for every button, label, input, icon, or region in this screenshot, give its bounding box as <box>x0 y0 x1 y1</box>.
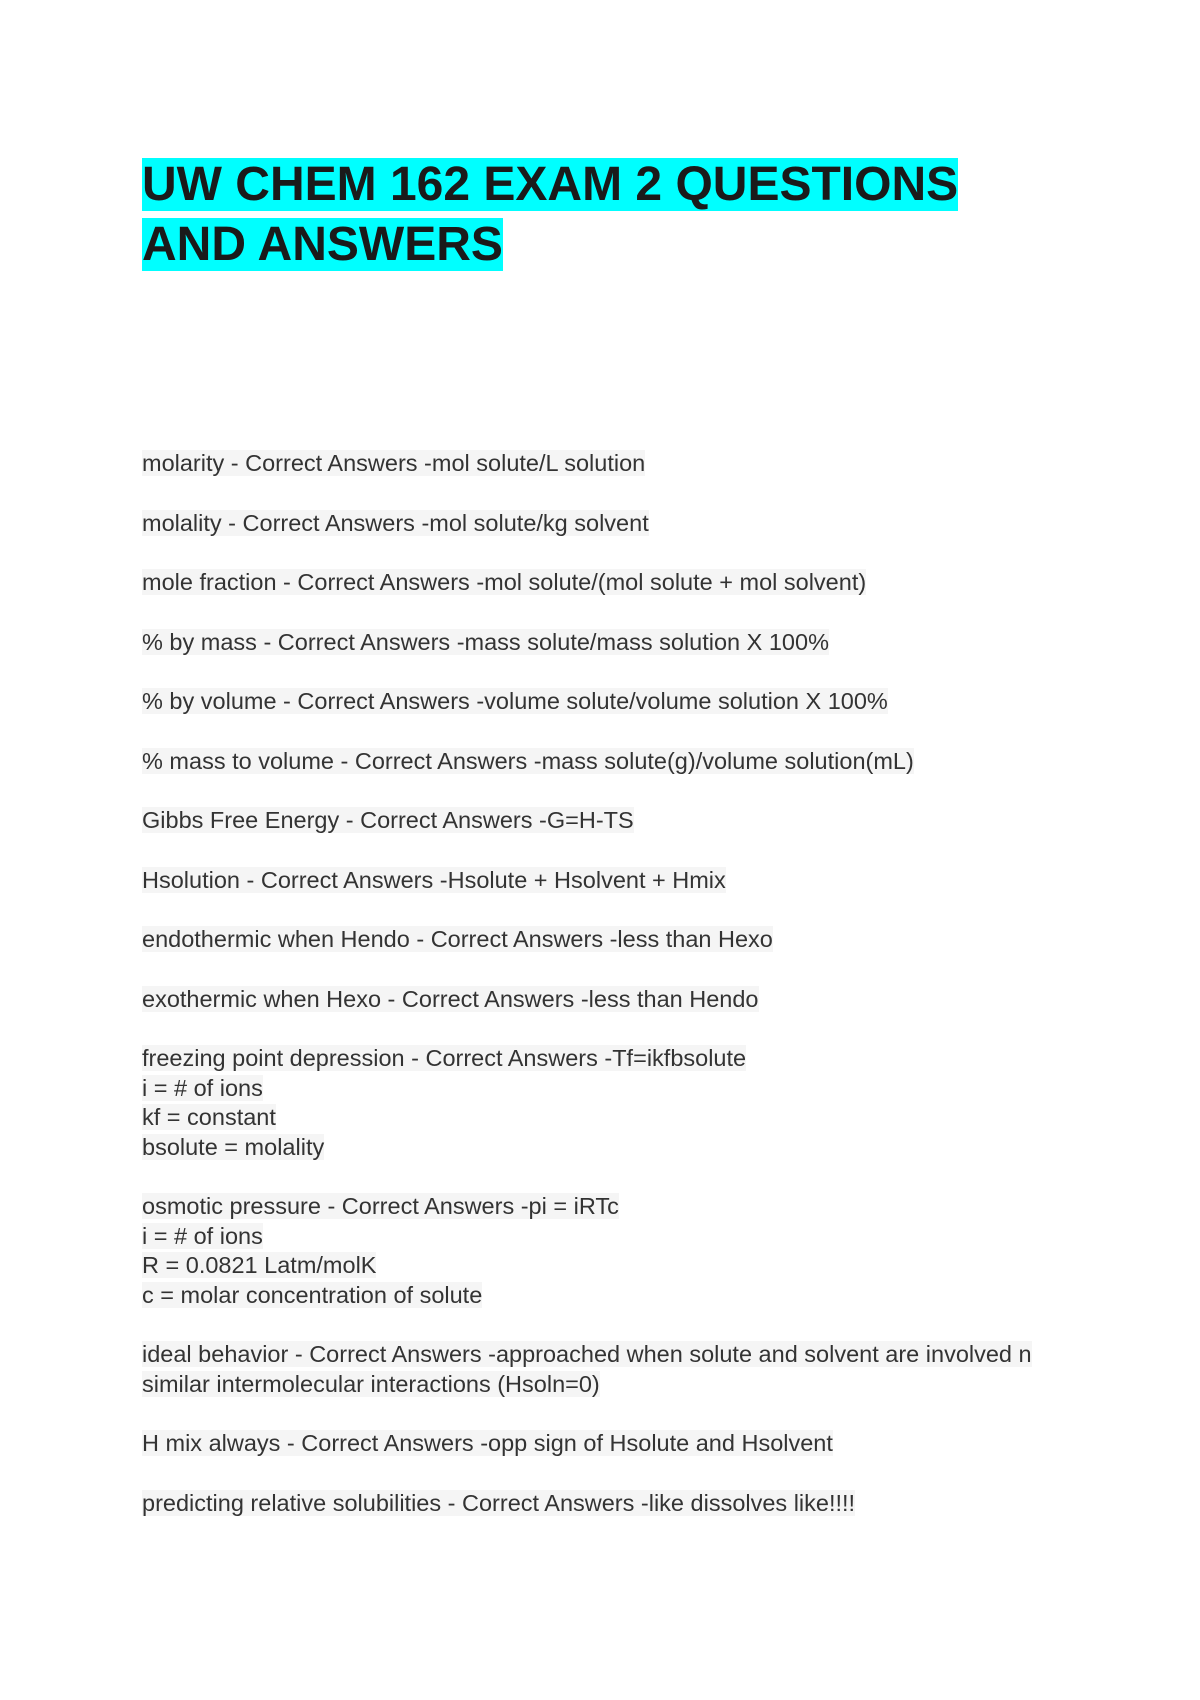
qa-item <box>142 925 1102 955</box>
qa-list <box>142 449 1102 1548</box>
qa-item <box>142 1340 1102 1399</box>
qa-text: osmotic pressure - Correct Answers -pi = iRTc <box>142 1193 619 1219</box>
qa-item <box>142 687 1102 717</box>
qa-text: mole fraction - Correct Answers -mol solute/(mol solute + mol solvent) <box>142 569 867 595</box>
qa-subline <box>142 1281 1102 1311</box>
qa-item <box>142 1192 1102 1310</box>
qa-text: Gibbs Free Energy - Correct Answers -G=H-TS <box>142 807 634 833</box>
qa-text: endothermic when Hendo - Correct Answers -less than Hexo <box>142 926 773 952</box>
qa-item <box>142 866 1102 896</box>
qa-subline <box>142 1074 1102 1104</box>
qa-text: Hsolution - Correct Answers -Hsolute + Hsolvent + Hmix <box>142 866 726 893</box>
qa-item <box>142 985 1102 1015</box>
title-line-2: AND ANSWERS <box>142 218 503 271</box>
qa-item <box>142 1489 1102 1519</box>
qa-text: exothermic when Hexo - Correct Answers -less than Hendo <box>142 985 759 1012</box>
qa-text: ideal behavior - Correct Answers -approached when solute and solvent are involved n similar intermolecular interactions (Hsoln=0) <box>142 1341 1032 1397</box>
qa-item <box>142 747 1102 777</box>
qa-subline-text: kf = constant <box>142 1104 276 1130</box>
qa-item <box>142 806 1102 836</box>
qa-subline-text: i = # of ions <box>142 1074 263 1101</box>
qa-item <box>142 1044 1102 1162</box>
qa-subline <box>142 1251 1102 1281</box>
qa-subline <box>142 1103 1102 1133</box>
qa-text: % by mass - Correct Answers -mass solute/mass solution X 100% <box>142 628 829 655</box>
qa-text: % mass to volume - Correct Answers -mass solute(g)/volume solution(mL) <box>142 747 914 774</box>
qa-text: H mix always - Correct Answers -opp sign of Hsolute and Hsolvent <box>142 1430 833 1456</box>
qa-item <box>142 509 1102 539</box>
qa-text: molality - Correct Answers -mol solute/kg solvent <box>142 509 649 536</box>
document-title <box>142 155 1042 275</box>
qa-subline-text: R = 0.0821 Latm/molK <box>142 1252 377 1278</box>
qa-item <box>142 628 1102 658</box>
qa-subline <box>142 1222 1102 1252</box>
title-line-1: UW CHEM 162 EXAM 2 QUESTIONS <box>142 158 959 211</box>
qa-subline <box>142 1133 1102 1163</box>
qa-text: % by volume - Correct Answers -volume solute/volume solution X 100% <box>142 688 888 714</box>
qa-text: freezing point depression - Correct Answers -Tf=ikfbsolute <box>142 1045 747 1071</box>
qa-item <box>142 449 1102 479</box>
qa-text: predicting relative solubilities - Correct Answers -like dissolves like!!!! <box>142 1489 856 1516</box>
qa-item <box>142 568 1102 598</box>
qa-subline-text: c = molar concentration of solute <box>142 1281 483 1308</box>
qa-subline-text: i = # of ions <box>142 1222 263 1249</box>
qa-text: molarity - Correct Answers -mol solute/L solution <box>142 450 646 476</box>
qa-item <box>142 1429 1102 1459</box>
qa-subline-text: bsolute = molality <box>142 1133 325 1160</box>
